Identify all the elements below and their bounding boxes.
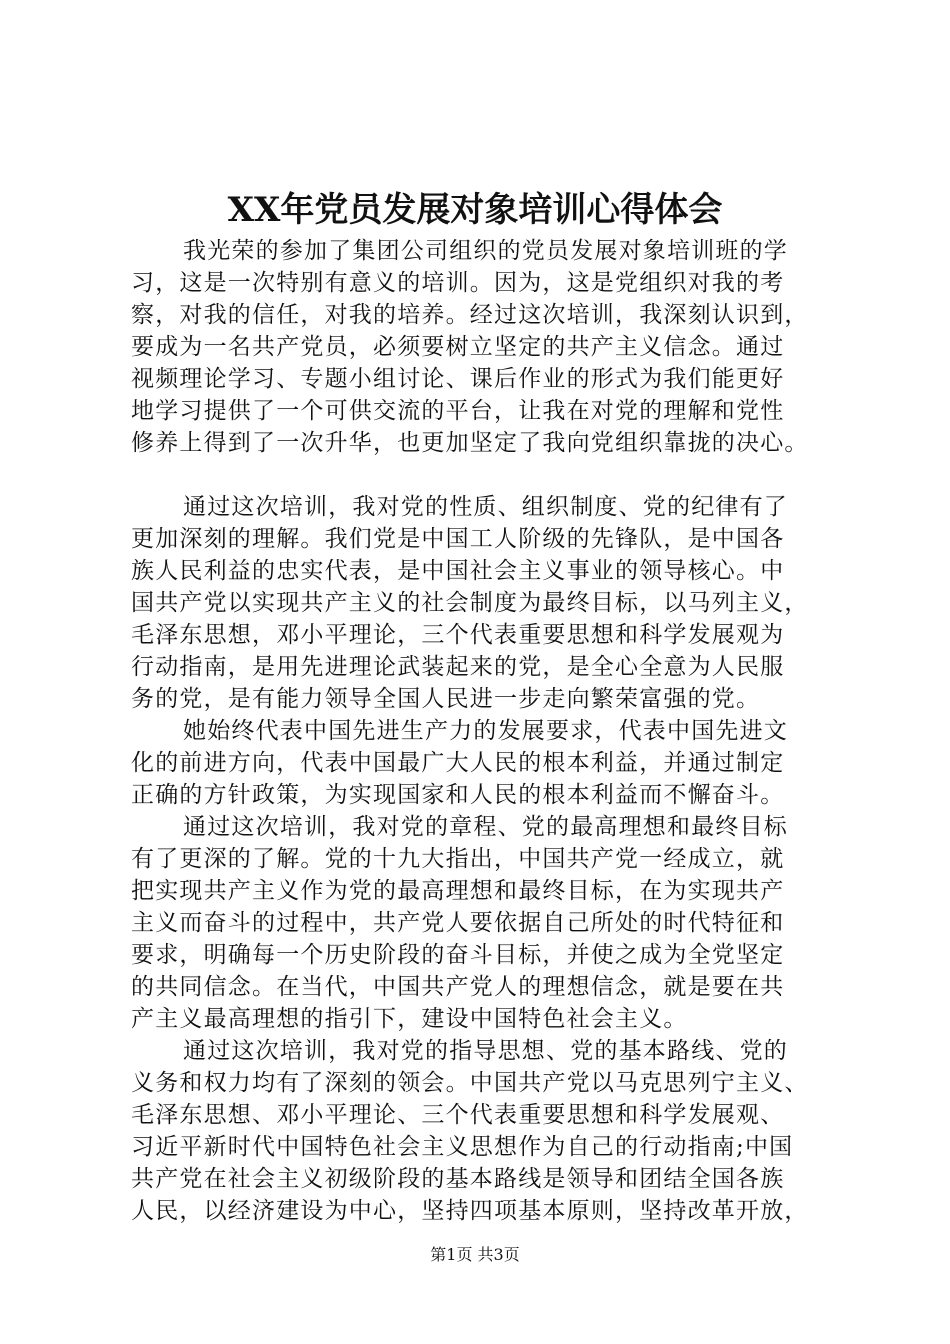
paragraph-2-line-5: 毛泽东思想，邓小平理论，三个代表重要思想和科学发展观为 (131, 622, 785, 648)
paragraph-3-line-3: 正确的方针政策，为实现国家和人民的根本利益而不懈奋斗。 (131, 782, 785, 808)
paragraph-4-line-5: 要求，明确每一个历史阶段的奋斗目标，并使之成为全党坚定 (131, 942, 785, 968)
paragraph-1-line-3: 察，对我的信任，对我的培养。经过这次培训，我深刻认识到， (131, 302, 809, 328)
paragraph-5-line-1: 通过这次培训，我对党的指导思想、党的基本路线、党的 (183, 1038, 788, 1064)
paragraph-2-line-7: 务的党，是有能力领导全国人民进一步走向繁荣富强的党。 (131, 686, 761, 712)
paragraph-2-line-6: 行动指南，是用先进理论武装起来的党，是全心全意为人民服 (131, 654, 785, 680)
paragraph-4-line-7: 产主义最高理想的指引下，建设中国特色社会主义。 (131, 1006, 688, 1032)
paragraph-5-line-6: 人民，以经济建设为中心，坚持四项基本原则，坚持改革开放， (131, 1198, 809, 1224)
paragraph-5-line-5: 共产党在社会主义初级阶段的基本路线是领导和团结全国各族 (131, 1166, 785, 1192)
paragraph-4-line-1: 通过这次培训，我对党的章程、党的最高理想和最终目标 (183, 814, 788, 840)
paragraph-1-line-7: 修养上得到了一次升华，也更加坚定了我向党组织靠拢的决心。 (131, 430, 809, 456)
paragraph-2-line-2: 更加深刻的理解。我们党是中国工人阶级的先锋队，是中国各 (131, 526, 785, 552)
paragraph-gap (131, 459, 846, 491)
paragraph-5-line-2: 义务和权力均有了深刻的领会。中国共产党以马克思列宁主义、 (131, 1070, 809, 1096)
paragraph-4-line-4: 主义而奋斗的过程中，共产党人要依据自己所处的时代特征和 (131, 910, 785, 936)
paragraph-4-line-3: 把实现共产主义作为党的最高理想和最终目标，在为实现共产 (131, 878, 785, 904)
page-number-footer: 第1页 共3页 (430, 1245, 520, 1264)
paragraph-3-line-1: 她始终代表中国先进生产力的发展要求，代表中国先进文 (183, 718, 788, 744)
paragraph-2-line-4: 国共产党以实现共产主义的社会制度为最终目标，以马列主义， (131, 590, 809, 616)
paragraph-1-line-4: 要成为一名共产党员，必须要树立坚定的共产主义信念。通过 (131, 334, 785, 360)
paragraph-1-line-5: 视频理论学习、专题小组讨论、课后作业的形式为我们能更好 (131, 366, 785, 392)
paragraph-1-line-1: 我光荣的参加了集团公司组织的党员发展对象培训班的学 (183, 238, 788, 264)
paragraph-3-line-2: 化的前进方向，代表中国最广大人民的根本利益，并通过制定 (131, 750, 785, 776)
paragraph-1-line-6: 地学习提供了一个可供交流的平台，让我在对党的理解和党性 (131, 398, 785, 424)
paragraph-5-line-3: 毛泽东思想、邓小平理论、三个代表重要思想和科学发展观、 (131, 1102, 785, 1128)
paragraph-4-line-6: 的共同信念。在当代，中国共产党人的理想信念，就是要在共 (131, 974, 785, 1000)
document-body (131, 235, 846, 1227)
paragraph-4-line-2: 有了更深的了解。党的十九大指出，中国共产党一经成立，就 (131, 846, 785, 872)
paragraph-2-line-3: 族人民利益的忠实代表，是中国社会主义事业的领导核心。中 (131, 558, 785, 584)
paragraph-5-line-4: 习近平新时代中国特色社会主义思想作为自己的行动指南;中国 (131, 1134, 794, 1160)
paragraph-2-line-1: 通过这次培训，我对党的性质、组织制度、党的纪律有了 (183, 494, 788, 520)
paragraph-1-line-2: 习，这是一次特别有意义的培训。因为，这是党组织对我的考 (131, 270, 785, 296)
document-title: XX年党员发展对象培训心得体会 (227, 190, 723, 230)
